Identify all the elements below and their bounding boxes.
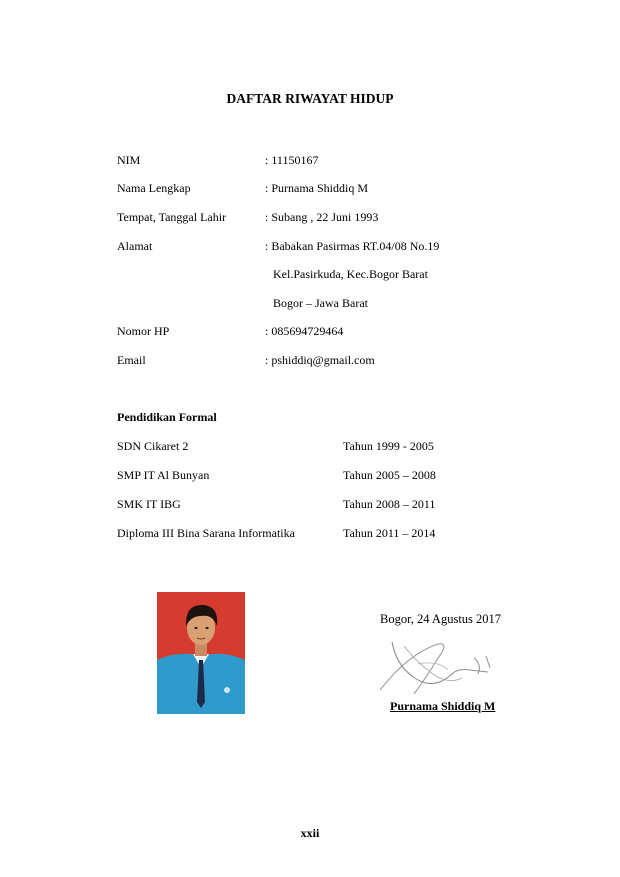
name-value: : Purnama Shiddiq M bbox=[265, 181, 369, 195]
education-school: SDN Cikaret 2 bbox=[117, 439, 189, 453]
email-label: Email bbox=[117, 353, 146, 367]
education-years: Tahun 2011 – 2014 bbox=[343, 526, 436, 540]
phone-value: : 085694729464 bbox=[265, 324, 344, 338]
phone-label: Nomor HP bbox=[117, 324, 170, 338]
education-years: Tahun 2008 – 2011 bbox=[343, 497, 436, 511]
education-heading: Pendidikan Formal bbox=[117, 410, 217, 424]
place-date: Bogor, 24 Agustus 2017 bbox=[380, 612, 502, 626]
name-label: Nama Lengkap bbox=[117, 181, 191, 195]
address-line-2: Kel.Pasirkuda, Kec.Bogor Barat bbox=[273, 267, 428, 281]
birth-value: : Subang , 22 Juni 1993 bbox=[265, 210, 379, 224]
portrait-icon bbox=[157, 592, 245, 714]
nim-value: : 11150167 bbox=[265, 153, 319, 167]
education-years: Tahun 1999 - 2005 bbox=[343, 439, 434, 453]
education-years: Tahun 2005 – 2008 bbox=[343, 468, 436, 482]
email-value: : pshiddiq@gmail.com bbox=[265, 353, 375, 367]
education-school: Diploma III Bina Sarana Informatika bbox=[117, 526, 295, 540]
page-number: xxii bbox=[300, 826, 320, 840]
address-line-1: : Babakan Pasirmas RT.04/08 No.19 bbox=[265, 239, 440, 253]
education-school: SMP IT Al Bunyan bbox=[117, 468, 210, 482]
address-line-3: Bogor – Jawa Barat bbox=[273, 296, 368, 310]
page-title: DAFTAR RIWAYAT HIDUP bbox=[226, 91, 394, 106]
education-school: SMK IT IBG bbox=[117, 497, 181, 511]
signature-icon bbox=[378, 634, 504, 698]
address-label: Alamat bbox=[117, 239, 153, 253]
signatory-name: Purnama Shiddiq M bbox=[390, 699, 496, 713]
profile-photo bbox=[157, 592, 245, 714]
birth-label: Tempat, Tanggal Lahir bbox=[117, 210, 227, 224]
signature bbox=[378, 634, 504, 698]
nim-label: NIM bbox=[117, 153, 141, 167]
